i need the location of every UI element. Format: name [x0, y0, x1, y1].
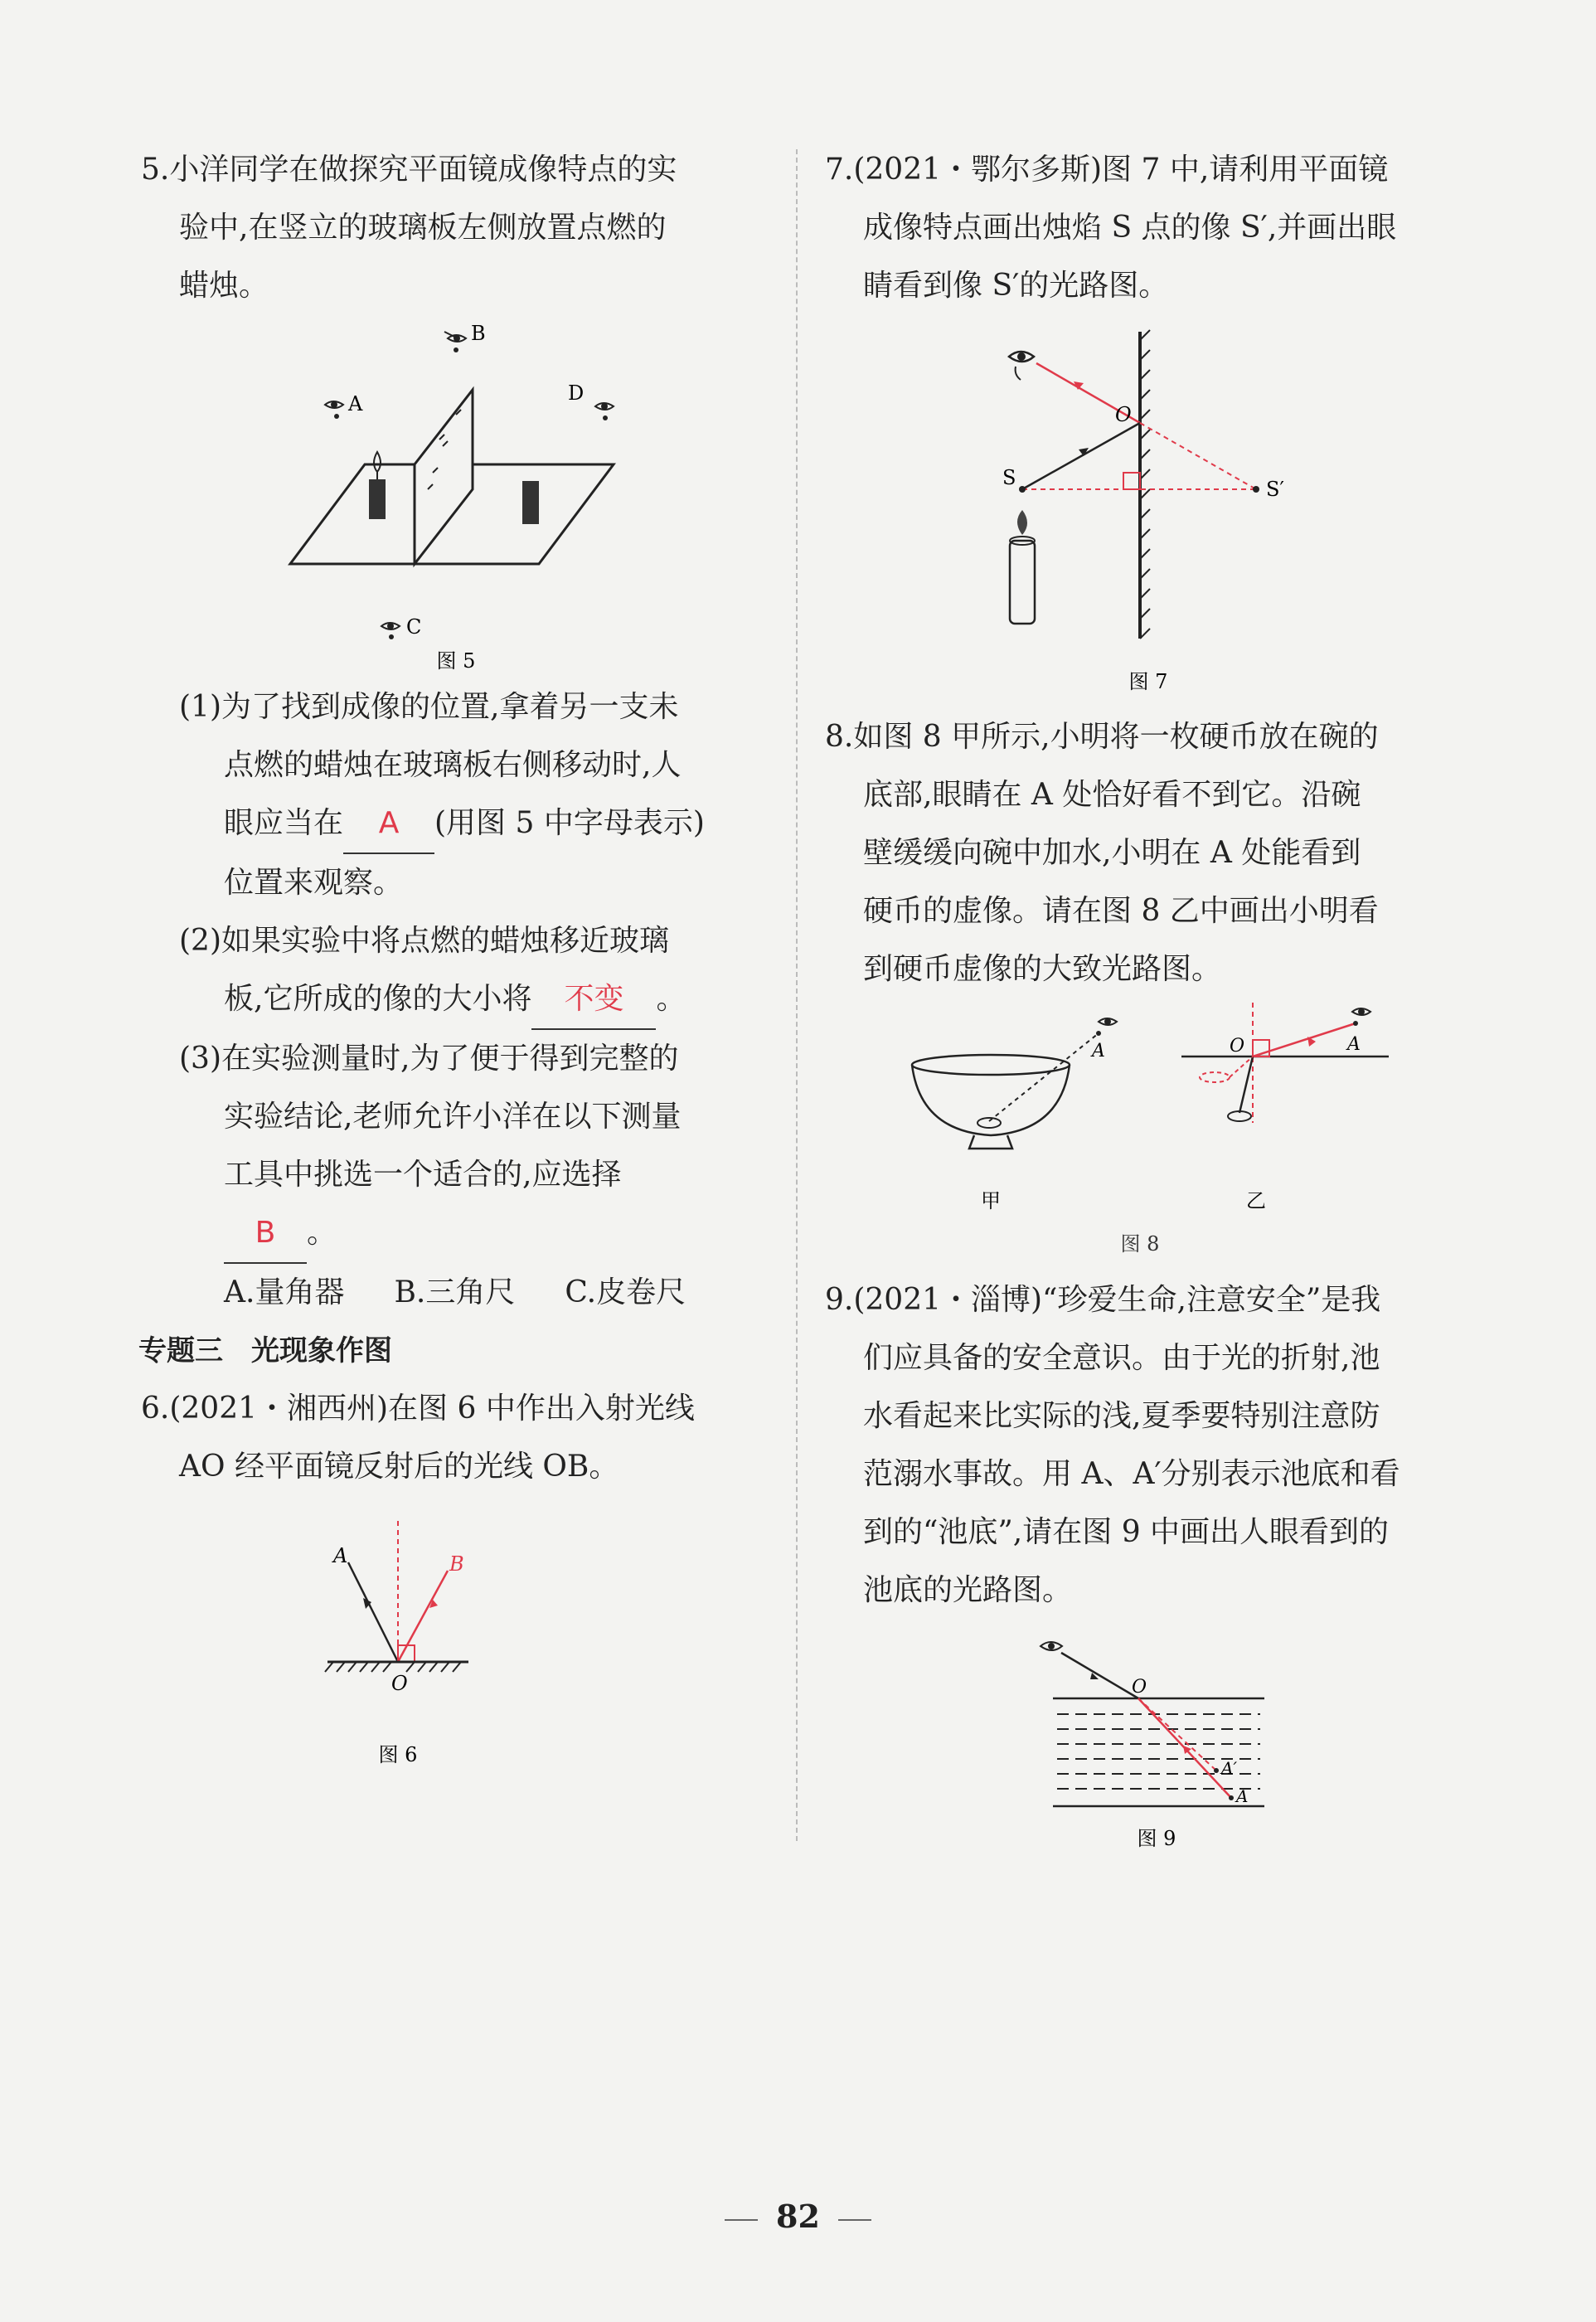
figure-9-caption: 图 9 [1137, 1827, 1176, 1850]
figure-6-caption: 图 6 [378, 1743, 418, 1766]
q9-line2: 们应具备的安全意识。由于光的折射,池 [863, 1341, 1380, 1375]
q5-stem-line1: 5.小洋同学在做探究平面镜成像特点的实 [141, 153, 677, 187]
q5-options [141, 1264, 771, 1322]
eye-icon-yi [1352, 1008, 1370, 1015]
column-divider [796, 149, 798, 1841]
option-c[interactable]: C.皮卷尺 [565, 1275, 686, 1309]
q8-line4: 硬币的虚像。请在图 8 乙中画出小明看 [863, 894, 1379, 928]
eye-icon-b [444, 332, 466, 352]
q5-stem-line2: 验中,在竖立的玻璃板左侧放置点燃的 [179, 211, 667, 245]
q5-part2-line1: (2)如果实验中将点燃的蜡烛移近玻璃 [179, 924, 669, 958]
figure-6 [141, 1513, 771, 1795]
fig6-label-o: O [391, 1672, 408, 1695]
fig8-label-yi: 乙 [1246, 1189, 1266, 1212]
figure-7 [825, 323, 1455, 705]
option-a[interactable]: A.量角器 [224, 1275, 345, 1309]
q5-part3-text-b: 。 [307, 1216, 337, 1250]
fig9-label-a: A [1236, 1786, 1249, 1806]
q5-part1-answer: A [378, 806, 400, 840]
eye-icon-jia [1099, 1018, 1117, 1025]
label-d: D [568, 381, 585, 405]
fig7-label-s: S [1002, 466, 1016, 489]
figure-5-caption: 图 5 [436, 649, 476, 672]
figure-8 [825, 998, 1455, 1231]
fig8-label-o: O [1230, 1036, 1245, 1057]
q6-line1: 6.(2021・湘西州)在图 6 中作出入射光线 [141, 1392, 695, 1426]
q9-line6: 池底的光路图。 [863, 1573, 1073, 1607]
q5-part1-line1: (1)为了找到成像的位置,拿着另一支未 [179, 690, 679, 724]
figure-9 [825, 1628, 1455, 1868]
q5-part1-answer-blank[interactable] [343, 794, 434, 854]
left-column [138, 141, 771, 1795]
q5-part2-text-b: 。 [656, 982, 686, 1016]
q5-part3-answer-blank[interactable] [224, 1204, 307, 1264]
fig9-label-a-prime: A′ [1221, 1758, 1237, 1778]
fig7-label-o: O [1115, 403, 1132, 426]
label-a: A [348, 392, 363, 415]
q5-part1-text-a: 眼应当在 [224, 806, 344, 840]
q6-line2: AO 经平面镜反射后的光线 OB。 [179, 1450, 619, 1484]
q5-part3-line3: 工具中挑选一个适合的,应选择 [224, 1158, 622, 1192]
page-number [0, 2198, 1596, 2235]
q7-line2: 成像特点画出烛焰 S 点的像 S′,并画出眼 [863, 211, 1397, 245]
q5-part2-answer: 不变 [564, 982, 624, 1016]
page-number-value: 82 [776, 2198, 820, 2235]
q5-part3-line2: 实验结论,老师允许小洋在以下测量 [224, 1100, 682, 1134]
q5-part1-line4: 位置来观察。 [224, 866, 404, 900]
eye-icon-c [381, 623, 400, 639]
label-b: B [471, 322, 486, 345]
label-c: C [406, 615, 422, 639]
q8-line1: 8.如图 8 甲所示,小明将一枚硬币放在碗的 [825, 720, 1379, 754]
q7-line3: 睛看到像 S′的光路图。 [863, 269, 1169, 303]
q9-line3: 水看起来比实际的浅,夏季要特别注意防 [863, 1399, 1380, 1433]
fig6-label-a: A [333, 1544, 348, 1567]
fig8-label-jia: 甲 [981, 1189, 1001, 1212]
q5-part1-line3 [141, 794, 771, 854]
q9-line5: 到的“池底”,请在图 9 中画出人眼看到的 [863, 1515, 1390, 1549]
figure-8-caption: 图 8 [1120, 1232, 1160, 1256]
figure-7-caption: 图 7 [1128, 670, 1168, 693]
section-title: 专题三 光现象作图 [138, 1334, 392, 1367]
q5-part3-answer: B [255, 1216, 276, 1250]
fig9-label-o: O [1132, 1677, 1147, 1698]
eye-icon [1041, 1642, 1062, 1650]
q7-line1: 7.(2021・鄂尔多斯)图 7 中,请利用平面镜 [825, 153, 1389, 187]
unlit-candle [522, 481, 539, 524]
q8-line3: 壁缓缓向碗中加水,小明在 A 处能看到 [863, 836, 1361, 870]
q5-stem-line3: 蜡烛。 [179, 269, 269, 303]
eye-icon-a [325, 401, 343, 419]
figure-5 [141, 315, 771, 672]
fig8-label-a2: A [1347, 1034, 1361, 1055]
eye-icon [1009, 352, 1034, 380]
candle [1010, 510, 1035, 624]
fig7-label-s-prime: S′ [1266, 478, 1284, 501]
q5-part3-line4 [141, 1204, 771, 1264]
option-b[interactable]: B.三角尺 [394, 1275, 516, 1309]
eye-icon-d [595, 403, 614, 420]
fig6-label-b: B [449, 1552, 464, 1576]
q9-line1: 9.(2021・淄博)“珍爱生命,注意安全”是我 [825, 1283, 1381, 1317]
lit-candle [369, 452, 386, 519]
glass-plate [415, 390, 473, 564]
bowl-jia [912, 1055, 1070, 1149]
q8-line2: 底部,眼睛在 A 处恰好看不到它。沿碗 [863, 778, 1361, 812]
q5-part1-text-b: (用图 5 中字母表示) [434, 806, 705, 840]
q5-part3-line1: (3)在实验测量时,为了便于得到完整的 [179, 1042, 679, 1076]
q8-line5: 到硬币虚像的大致光路图。 [863, 952, 1222, 986]
q5-part2-line2 [141, 970, 771, 1030]
q5-part1-line2: 点燃的蜡烛在玻璃板右侧移动时,人 [224, 748, 682, 782]
fig8-label-a1: A [1092, 1041, 1105, 1061]
q9-line4: 范溺水事故。用 A、A′分别表示池底和看 [863, 1457, 1400, 1491]
q5-part2-answer-blank[interactable] [531, 970, 656, 1030]
q5-part2-text-a: 板,它所成的像的大小将 [224, 982, 532, 1016]
right-column [825, 141, 1455, 1868]
